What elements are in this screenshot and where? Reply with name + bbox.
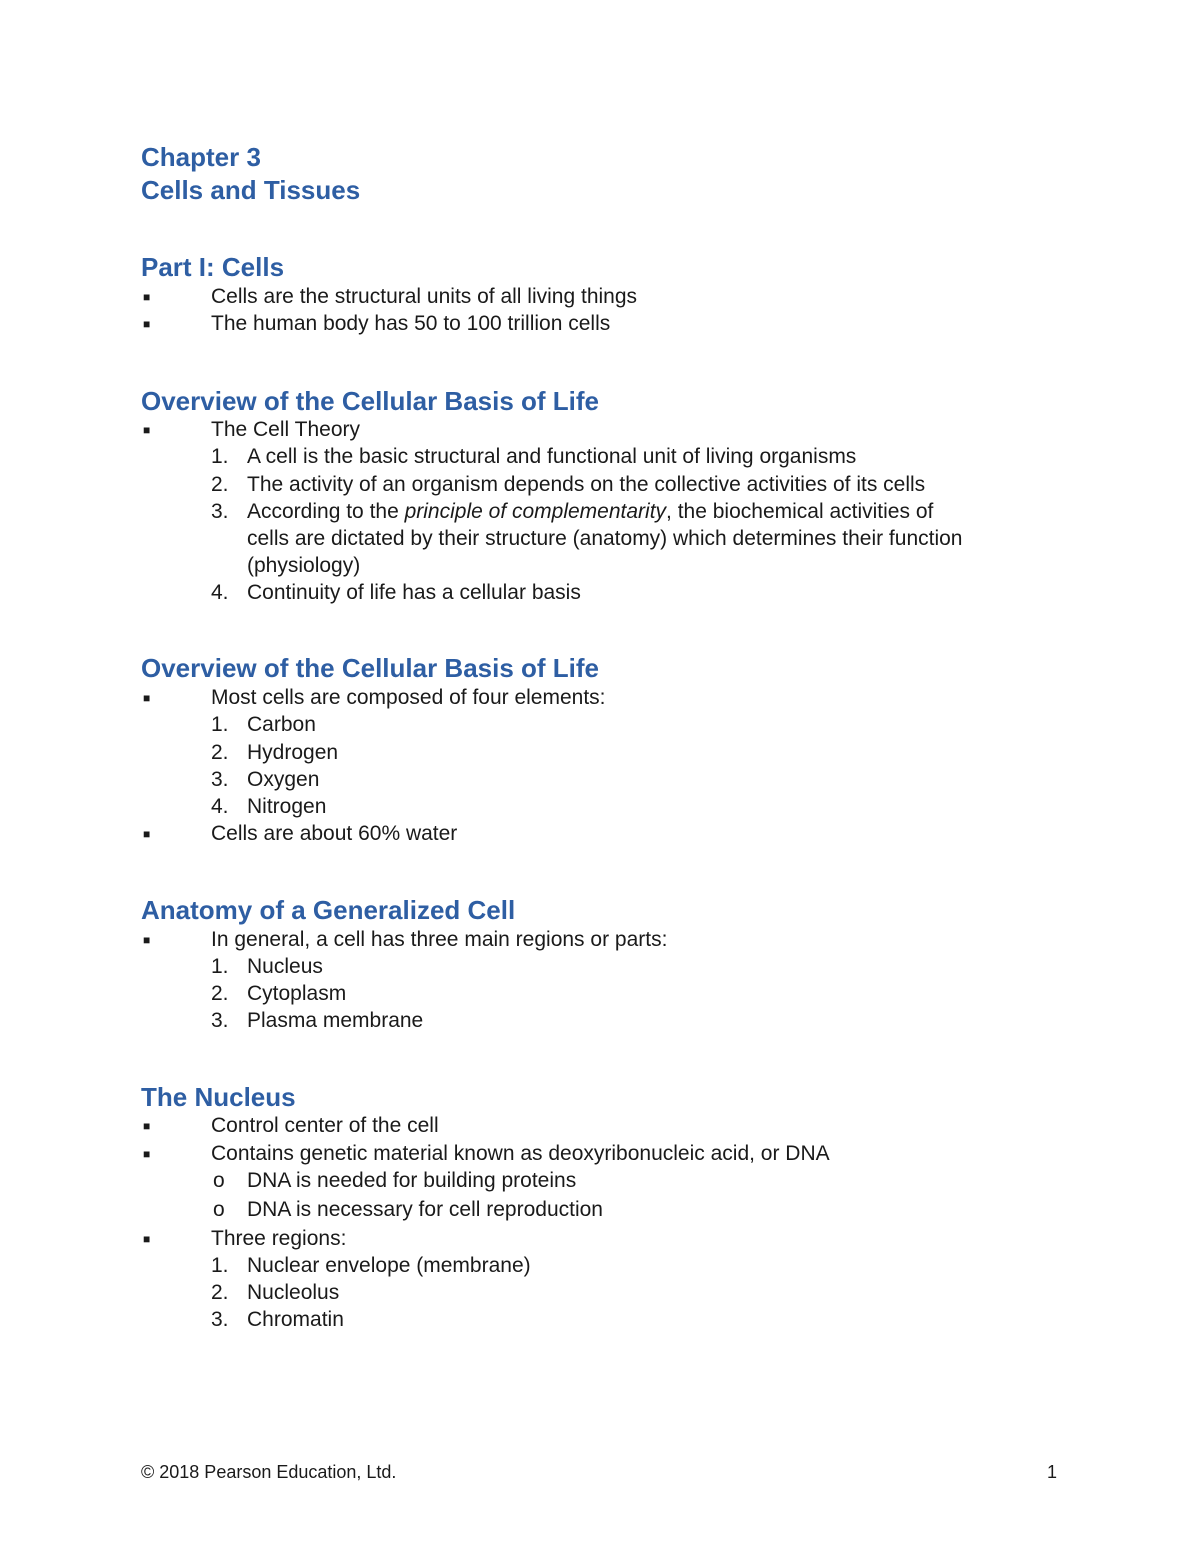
- list-item: Nitrogen: [247, 795, 327, 818]
- bullet-text: Three regions:: [211, 1227, 347, 1250]
- bullet-text: Cells are about 60% water: [211, 822, 458, 845]
- section-heading-generalized-cell: Anatomy of a Generalized Cell: [141, 895, 516, 925]
- bullet-icon: ■: [143, 691, 151, 705]
- list-number: 3.: [211, 1308, 229, 1331]
- bullet-text: The Cell Theory: [211, 418, 361, 441]
- list-item-text: , the biochemical activities of: [666, 500, 934, 523]
- bullet-text: The human body has 50 to 100 trillion cells: [211, 312, 611, 335]
- chapter-number: Chapter 3: [141, 142, 261, 172]
- sub-bullet-text: DNA is necessary for cell reproduction: [247, 1198, 603, 1221]
- list-number: 2.: [211, 1281, 229, 1304]
- list-item: Plasma membrane: [247, 1009, 424, 1032]
- copyright-footer: © 2018 Pearson Education, Ltd.: [141, 1462, 397, 1482]
- bullet-text: Contains genetic material known as deoxyribonucleic acid, or DNA: [211, 1142, 830, 1165]
- bullet-icon: ■: [143, 933, 151, 947]
- section-heading-cellular-basis-2: Overview of the Cellular Basis of Life: [141, 653, 600, 683]
- bullet-text: In general, a cell has three main regions or parts:: [211, 928, 668, 951]
- list-item: Continuity of life has a cellular basis: [247, 581, 581, 604]
- list-item: Carbon: [247, 713, 316, 736]
- list-item: Cytoplasm: [247, 982, 347, 1005]
- bullet-icon: ■: [143, 290, 151, 304]
- list-number: 3.: [211, 768, 229, 791]
- list-item: Hydrogen: [247, 741, 339, 764]
- bullet-icon: ■: [143, 1119, 151, 1133]
- list-number: 1.: [211, 955, 229, 978]
- list-item: [247, 499, 933, 525]
- bullet-icon: ■: [143, 827, 151, 841]
- list-item: Nuclear envelope (membrane): [247, 1254, 531, 1277]
- section-heading-cellular-basis: Overview of the Cellular Basis of Life: [141, 386, 600, 416]
- list-number: 2.: [211, 473, 229, 496]
- chapter-title: Cells and Tissues: [141, 175, 361, 205]
- list-number: 2.: [211, 741, 229, 764]
- list-item: A cell is the basic structural and functional unit of living organisms: [247, 445, 857, 468]
- bullet-text: Most cells are composed of four elements:: [211, 686, 606, 709]
- list-item: Nucleolus: [247, 1281, 340, 1304]
- list-number: 1.: [211, 713, 229, 736]
- list-number: 1.: [211, 1254, 229, 1277]
- bullet-text: Cells are the structural units of all living things: [211, 285, 638, 308]
- sub-bullet-icon: o: [213, 1169, 225, 1192]
- bullet-icon: ■: [143, 1232, 151, 1246]
- bullet-icon: ■: [143, 1147, 151, 1161]
- bullet-icon: ■: [143, 317, 151, 331]
- list-item: Nucleus: [247, 955, 323, 978]
- list-item: The activity of an organism depends on the collective activities of its cells: [247, 473, 926, 496]
- section-heading-part-i: Part I: Cells: [141, 252, 285, 282]
- list-number: 4.: [211, 795, 229, 818]
- list-item: Chromatin: [247, 1308, 344, 1331]
- list-number: 1.: [211, 445, 229, 468]
- list-item-continuation: (physiology): [247, 554, 361, 577]
- list-number: 3.: [211, 1009, 229, 1032]
- sub-bullet-icon: o: [213, 1198, 225, 1221]
- list-number: 2.: [211, 982, 229, 1005]
- list-item-text: According to the: [247, 500, 405, 523]
- sub-bullet-text: DNA is needed for building proteins: [247, 1169, 577, 1192]
- emphasis-term: principle of complementarity: [404, 500, 667, 523]
- section-heading-nucleus: The Nucleus: [141, 1082, 296, 1112]
- bullet-text: Control center of the cell: [211, 1114, 439, 1137]
- list-number: 4.: [211, 581, 229, 604]
- page-number: 1: [1047, 1462, 1058, 1482]
- list-item: Oxygen: [247, 768, 320, 791]
- list-item-continuation: cells are dictated by their structure (anatomy) which determines their function: [247, 527, 963, 550]
- bullet-icon: ■: [143, 423, 151, 437]
- list-number: 3.: [211, 500, 229, 523]
